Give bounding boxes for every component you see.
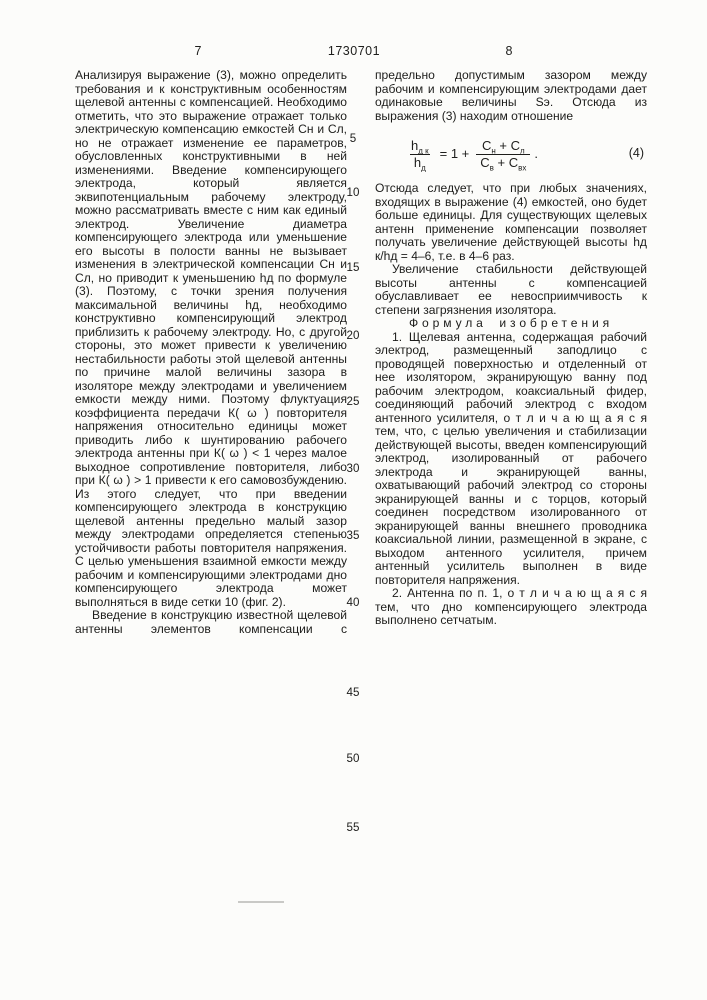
left-column-page-number: 7 [194, 44, 202, 58]
line-number: 10 [346, 186, 360, 199]
line-number: 15 [346, 261, 360, 274]
right-column-page-number: 8 [505, 44, 513, 58]
right-text-column [375, 69, 647, 628]
line-number: 40 [346, 596, 360, 609]
line-number: 30 [346, 462, 360, 475]
line-number: 25 [346, 395, 360, 408]
body-paragraph: Увеличение стабильности действующей высоты антенны с компенсацией обуславливает ее невосприимчивость к степени загрязнения изолятора. [375, 262, 647, 317]
body-paragraph: Анализируя выражение (3), можно определить требования и к конструктивным особенностям щелевой антенны с компенсацией. Необходимо отметить, что это выражение отражает только электрическую компенсацию емкостей Сн и Сл, но не отражает изменение ее параметров, обусловленных конструктивными в ней изменениями. Введение компенсирующего электрода, который является эквипотенциальным рабочему электроду, можно рассматривать вместе с ним как единый электрод. Увеличение диаметра компенсирующего электрода или уменьшение его высоты в полости ванны не вызывает изменения в электрической компенсации Сн и Сл, но приводит к уменьшению hд по формуле (3). Поэтому, с точки зрения получения максимальной величины hд, необходимо конструктивно компенсирующий электрод приблизить к рабочему электроду. Но, с другой стороны, это может привести к увеличению нестабильности работы этой щелевой антенны по причине малой величины зазора в изоляторе между электродами и увеличением емкости между ними. Поэтому флуктуация коэффициента передачи К( ω ) повторителя напряжения относительно единицы может приводить либо к шунтированию рабочего электрода антенны при К( ω ) < 1 через малое выходное сопротивление повторителя, либо при К( ω ) > 1 привести к его самовозбуждению. Из этого следует, что при введении компенсирующего электрода в конструкцию щелевой антенны предельно малый зазор между электродами определяется степенью устойчивости работы повторителя напряжения. С целью уменьшения взаимной емкости между рабочим и компенсирующими электродами дно компенсирующего электрода может выполняться в виде сетки 10 (фиг. 2). [75, 68, 347, 609]
equation-4 [375, 138, 647, 173]
lhs-fraction: $\frac{h_{д к}}{h_д}$ [411, 138, 429, 173]
patent-document-number: 1730701 [327, 44, 381, 58]
equation-number: (4) [628, 146, 644, 161]
line-number: 50 [346, 752, 360, 765]
equation-period: . [534, 146, 539, 162]
line-number: 35 [346, 529, 360, 542]
line-number: 5 [349, 132, 357, 145]
body-paragraph: Введение в конструкцию известной щелевой антенны элементов компенсации с [75, 608, 347, 636]
equation-body [407, 138, 539, 173]
line-number: 45 [346, 686, 360, 699]
claim-1: 1. Щелевая антенна, содержащая рабочий электрод, размещенный заподлицо с проводящей поверхностью и отделенный от нее изолятором, экранирующую ванну под рабочим электродом, коаксиальный фидер, соединяющий рабочий электрод с входом антенного усилителя, о т л и ч а ю щ а я с я тем, что, с целью увеличения и стабилизации действующей высоты, введен компенсирующий электрод, изолированный от рабочего электрода и экранирующей ванны, охватывающий рабочий электрод со стороны экранирующей ванны и с торцов, который соединен посредством изолированного от экранирующей ванны внешнего проводника коаксиальной линии, размещенной в экране, с выходом антенного усилителя, причем антенный усилитель выполнен в виде повторителя напряжения. [375, 329, 647, 587]
body-paragraph: Отсюда следует, что при любых значениях, входящих в выражение (4) емкостей, оно будет больше единицы. Для существующих щелевых антенн применение компенсации позволяет получать увеличение действующей высоты hд к/hд = 4–6, т.е. в 4–6 раз. [375, 181, 647, 263]
claim-2: 2. Антенна по п. 1, о т л и ч а ю щ а я с я тем, что дно компенсирующего электрода выполнено сетчатым. [375, 586, 647, 627]
line-number: 20 [346, 329, 360, 342]
equation-middle: = 1 + [439, 146, 470, 162]
claims-heading: Формула изобретения [408, 316, 613, 330]
scan-artifact-line [238, 901, 284, 903]
rhs-fraction: $\frac{С_н + С_л}{С_в + С_{вх}}$ [476, 139, 530, 169]
body-paragraph: предельно допустимым зазором между рабочим и компенсирующим электродами дает одинаковые величины Sэ. Отсюда из выражения (3) находим отношение [375, 68, 647, 123]
left-text-column [75, 69, 347, 636]
line-number: 55 [346, 821, 360, 834]
